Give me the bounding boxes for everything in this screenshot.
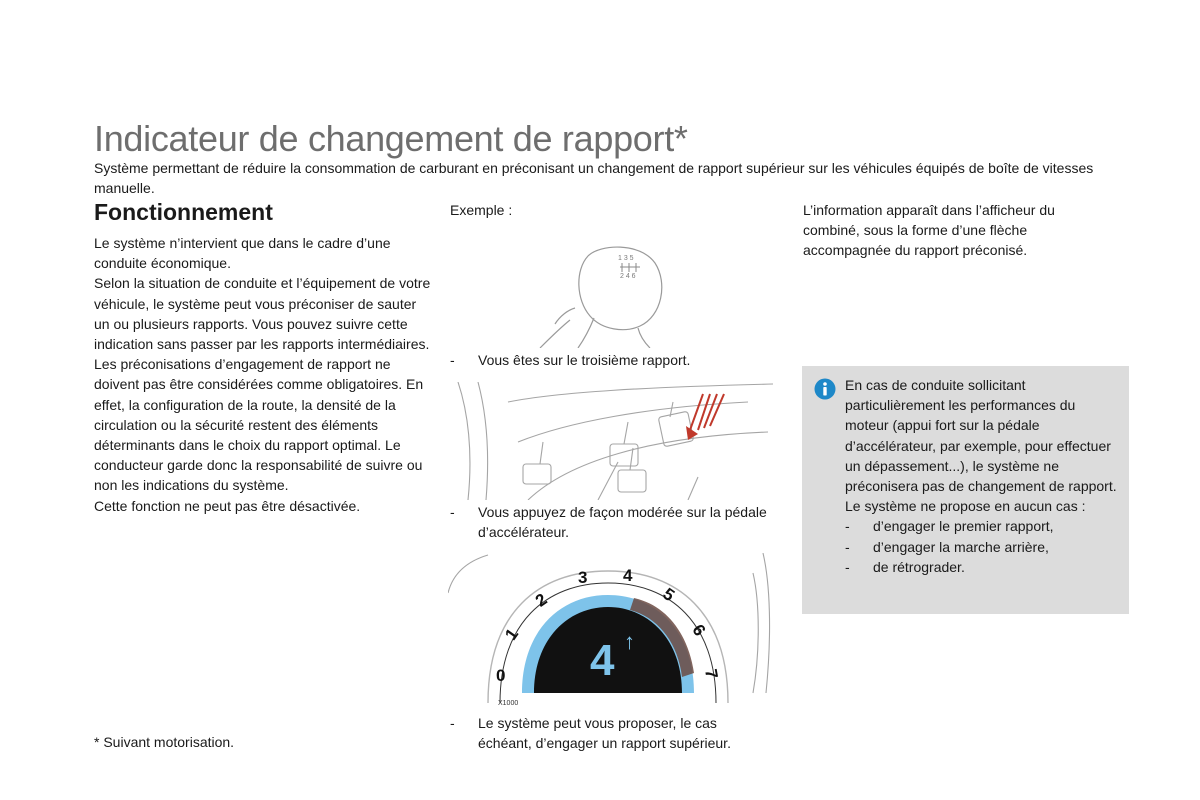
gauge-tick: 6 bbox=[688, 620, 710, 640]
gauge-tick: 2 bbox=[531, 589, 551, 611]
section-heading: Fonctionnement bbox=[94, 199, 273, 225]
gear-knob-illustration bbox=[530, 238, 680, 348]
list-dash: - bbox=[845, 518, 850, 535]
paragraph: Les préconisations d’engagement de rapport ne doivent pas être considérées comme obligatoires. En effet, la configuration de la route, la densité de la circulation ou la sécurité restent des éléments déterminants dans le choix du rapport optimal. Le conducteur garde donc la responsabilité de suivre ou non les indications du système. bbox=[94, 356, 424, 494]
example-label: Exemple : bbox=[450, 202, 513, 218]
list-item bbox=[845, 557, 1120, 577]
gauge-unit: X1000 bbox=[498, 700, 519, 707]
footnote: * Suivant motorisation. bbox=[94, 734, 235, 750]
list-item bbox=[845, 516, 1120, 536]
example-step bbox=[450, 350, 770, 370]
step-text: Vous êtes sur le troisième rapport. bbox=[478, 352, 691, 368]
gauge-tick: 0 bbox=[496, 666, 506, 685]
example-step bbox=[450, 502, 770, 542]
info-note-box bbox=[802, 366, 1129, 614]
example-step bbox=[450, 713, 770, 753]
gear-pattern-mark: 2 4 6 bbox=[620, 273, 636, 280]
step-dash: - bbox=[450, 504, 455, 520]
step-dash: - bbox=[450, 715, 455, 731]
list-dash: - bbox=[845, 538, 850, 555]
gear-pattern-mark: 1 3 5 bbox=[618, 255, 634, 262]
gauge-tick: 7 bbox=[701, 667, 722, 681]
step-text: Le système peut vous proposer, le cas échéant, d’engager un rapport supérieur. bbox=[478, 715, 731, 751]
intro-text: Système permettant de réduire la consommation de carburant en préconisant un changement de rapport supérieur sur les véhicules équipés de boîte de vitesses manuelle. bbox=[94, 160, 1094, 196]
note-text bbox=[845, 375, 1120, 577]
info-icon bbox=[814, 378, 836, 400]
step-text: Vous appuyez de façon modérée sur la pédale d’accélérateur. bbox=[478, 504, 767, 540]
list-item-text: d’engager le premier rapport, bbox=[873, 518, 1054, 535]
gear-display: 4 bbox=[590, 636, 615, 685]
note-paragraph: En cas de conduite sollicitant particulièrement les performances du moteur (appui fort sur la pédale d’accélérateur, par exemple, pour effectuer un dépassement...), le système ne préconisera pas de changement de rapport. bbox=[845, 377, 1117, 495]
page-title: Indicateur de changement de rapport* bbox=[94, 118, 688, 159]
body-text bbox=[94, 233, 434, 516]
gauge-tick: 5 bbox=[659, 584, 679, 606]
rev-counter-illustration bbox=[448, 553, 773, 713]
pedals-illustration bbox=[448, 382, 773, 500]
paragraph: Le système n’intervient que dans le cadre d’une conduite économique. bbox=[94, 235, 391, 272]
display-info-text: L’information apparaît dans l’afficheur du combiné, sous la forme d’une flèche accompagnée du rapport préconisé. bbox=[803, 202, 1055, 258]
paragraph: Cette fonction ne peut pas être désactivée. bbox=[94, 497, 361, 514]
paragraph: Selon la situation de conduite et l’équipement de votre véhicule, le système peut vous préconiser de sauter un ou plusieurs rapports. Vous pouvez suivre cette indication sans passer par les rapports intermédiaires. bbox=[94, 275, 431, 353]
list-item-text: d’engager la marche arrière, bbox=[873, 538, 1049, 555]
gauge-tick: 1 bbox=[501, 624, 523, 644]
note-list bbox=[845, 516, 1120, 577]
list-item bbox=[845, 537, 1120, 557]
gauge-tick: 4 bbox=[623, 566, 633, 585]
up-arrow-icon: ↑ bbox=[624, 629, 635, 654]
list-dash: - bbox=[845, 558, 850, 575]
step-dash: - bbox=[450, 352, 455, 368]
note-list-intro: Le système ne propose en aucun cas : bbox=[845, 498, 1086, 515]
list-item-text: de rétrograder. bbox=[873, 558, 965, 575]
gauge-tick: 3 bbox=[578, 568, 588, 587]
